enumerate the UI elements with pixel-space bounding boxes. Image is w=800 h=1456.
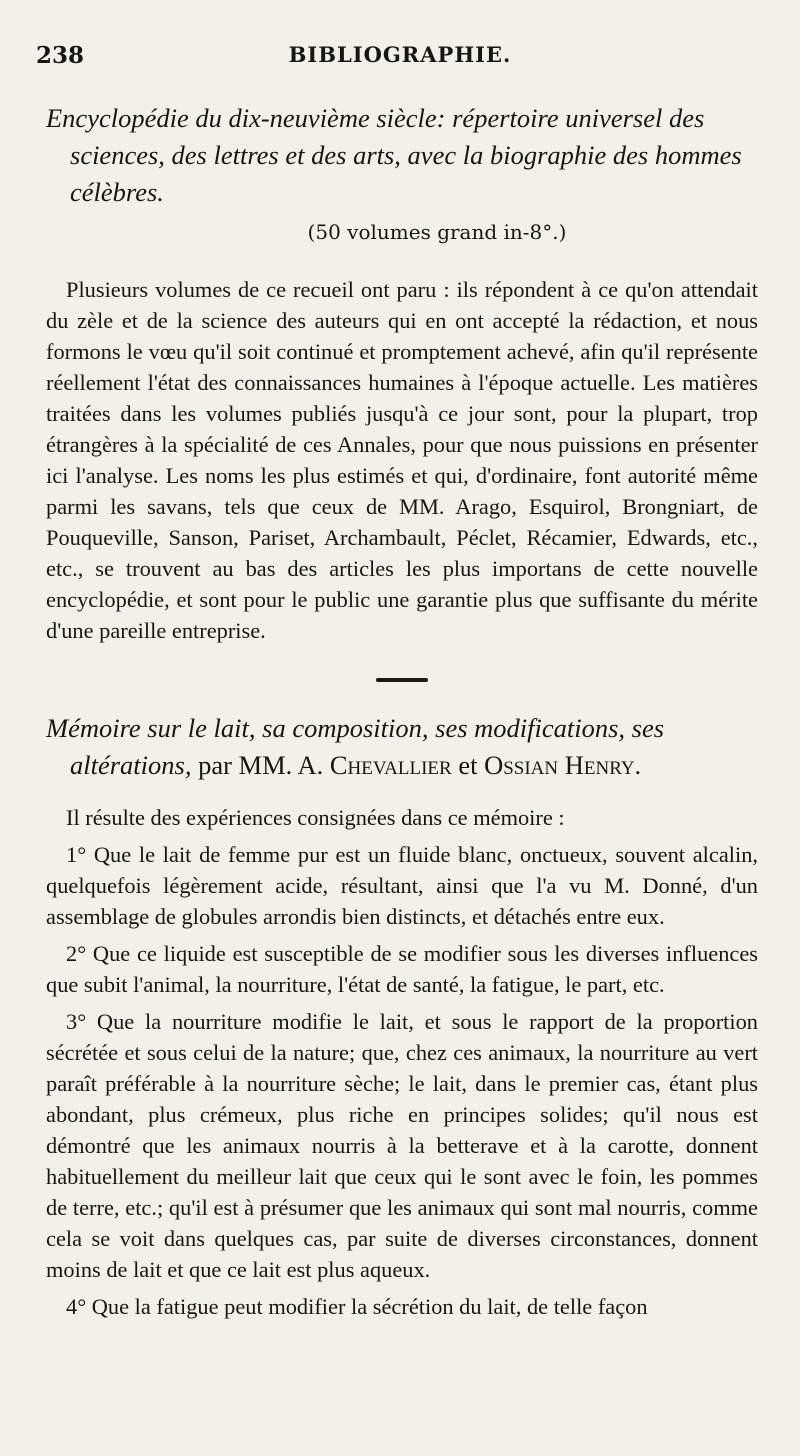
article-subtitle-volumes: (50 volumes grand in-8°.) — [307, 220, 567, 244]
memoire-item-3: 3° Que la nourriture modifie le lait, et sous le rapport de la proportion sécrétée et sous celui de la nature; que, chez ces animaux, la nourriture au vert paraît préférable à la nourriture sèche; le lait, dans le premier cas, étant plus abondant, plus crémeux, plus riche en principes solides; qu'il nous est démontré que les animaux nourris à la betterave et à la carotte, donnent habituellement du meilleur lait que ceux qui le sont avec le foin, les pommes de terre, etc.; qu'il est à présumer que les animaux qui sont mal nourris, comme cela se voit dans quelques cas, par suite de diverses circonstances, donnent moins de lait et que ce lait est plus aqueux. — [46, 1009, 758, 1282]
article-title-memoire — [46, 710, 758, 784]
page-number: 238 — [36, 42, 85, 69]
memoire-item-2: 2° Que ce liquide est susceptible de se modifier sous les diverses influences que subit l'animal, la nourriture, l'état de santé, la fatigue, le part, etc. — [46, 941, 758, 997]
memoire-title-par: par MM. A. — [198, 750, 324, 780]
article-title-encyclopedie: Encyclopédie du dix-neuvième siècle: répertoire universel des sciences, des lettres et des arts, avec la biographie des hommes célèbres. — [46, 103, 742, 207]
section-divider — [376, 678, 428, 682]
memoire-item-1: 1° Que le lait de femme pur est un fluide blanc, onctueux, souvent alcalin, quelquefois légèrement acide, résultant, ainsi que l'a vu M. Donné, d'un assemblage de globules arrondis bien distincts, et détachés entre eux. — [46, 842, 758, 929]
author-chevallier: Chevallier — [329, 750, 452, 780]
page-header — [36, 42, 764, 76]
running-title: BIBLIOGRAPHIE. — [288, 42, 512, 67]
memoire-title-et: et — [458, 750, 478, 780]
memoire-intro: Il résulte des expériences consignées dans ce mémoire : — [66, 805, 565, 830]
memoire-title-italic: Mémoire sur le lait, sa composition, ses modifications, ses altérations, — [46, 713, 665, 780]
article-paragraph-encyclopedie: Plusieurs volumes de ce recueil ont paru : ils répondent à ce qu'on attendait du zèle et de la science des auteurs qui en ont accepté la rédaction, et nous formons le vœu qu'il soit continué et promptement achevé, afin qu'il représente réellement l'état des connaissances humaines à l'époque actuelle. Les matières traitées dans les volumes publiés jusqu'à ce jour sont, pour la plupart, trop étrangères à la spécialité de ces Annales, pour que nous puissions en présenter ici l'analyse. Les noms les plus estimés et qui, d'ordinaire, font autorité même parmi les savans, tels que ceux de MM. Arago, Esquirol, Brongniart, de Pouqueville, Sanson, Pariset, Archambault, Péclet, Récamier, Edwards, etc., etc., se trouvent au bas des articles les plus importans de cette nouvelle encyclopédie, et sont pour le public une garantie plus que suffisante du mérite d'une pareille entreprise. — [46, 277, 758, 643]
author-ossian-henry: Ossian Henry. — [484, 750, 642, 780]
page-body — [46, 100, 758, 1322]
memoire-item-4: 4° Que la fatigue peut modifier la sécrétion du lait, de telle façon — [66, 1294, 648, 1319]
